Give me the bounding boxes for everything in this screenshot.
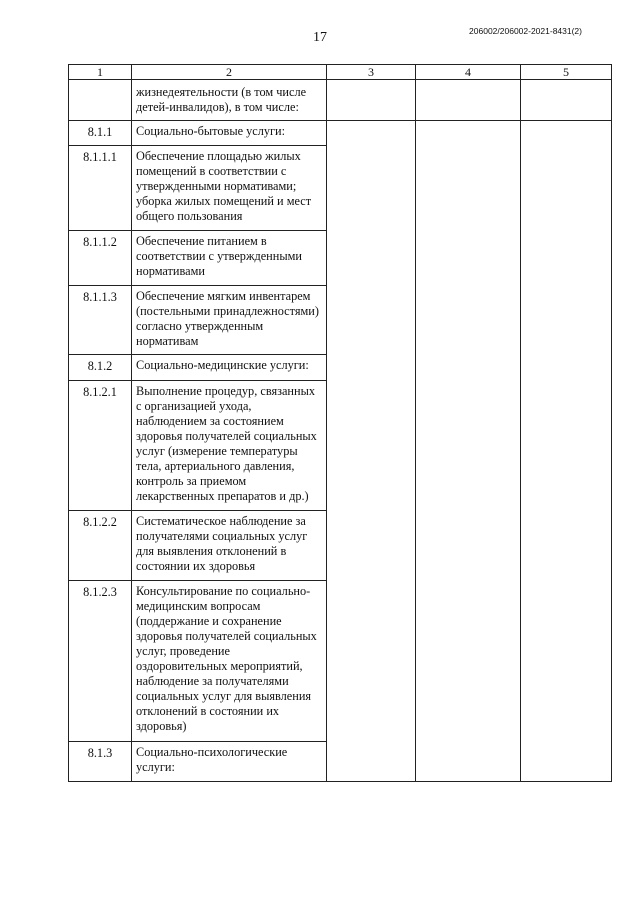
table-header-row xyxy=(69,65,612,80)
row-text: Выполнение процедур, связанных с организацией ухода, наблюдением за состоянием здоровья получателей социальных услуг (измерение температуры тела, артериального давления, контроль за приемом лекарственных препаратов и др.) xyxy=(132,381,327,511)
row-text: Социально-медицинские услуги: xyxy=(132,355,327,381)
row-text: Социально-бытовые услуги: xyxy=(132,121,327,146)
row-number: 8.1.2.3 xyxy=(69,581,132,742)
empty-cell xyxy=(327,121,416,782)
column-header: 5 xyxy=(521,65,612,80)
row-number: 8.1.1.2 xyxy=(69,231,132,286)
row-text: Обеспечение площадью жилых помещений в соответствии с утвержденными нормативами; уборка жилых помещений и мест общего пользования xyxy=(132,146,327,231)
row-number: 8.1.1.1 xyxy=(69,146,132,231)
table-row xyxy=(69,121,612,146)
row-text: Обеспечение питанием в соответствии с утвержденными нормативами xyxy=(132,231,327,286)
empty-cell xyxy=(521,121,612,782)
column-header: 1 xyxy=(69,65,132,80)
row-number xyxy=(69,80,132,121)
column-header: 3 xyxy=(327,65,416,80)
page-number: 17 xyxy=(313,30,327,45)
empty-cell xyxy=(416,80,521,121)
services-table xyxy=(68,64,612,782)
row-number: 8.1.1.3 xyxy=(69,286,132,355)
column-header: 2 xyxy=(132,65,327,80)
row-number: 8.1.1 xyxy=(69,121,132,146)
row-text: жизнедеятельности (в том числе детей-инвалидов), в том числе: xyxy=(132,80,327,121)
row-text: Обеспечение мягким инвентарем (постельными принадлежностями) согласно утвержденным нормативам xyxy=(132,286,327,355)
row-text: Социально-психологические услуги: xyxy=(132,742,327,782)
empty-cell xyxy=(416,121,521,782)
document-code: 206002/206002-2021-8431(2) xyxy=(469,26,582,36)
row-number: 8.1.3 xyxy=(69,742,132,782)
column-header: 4 xyxy=(416,65,521,80)
row-number: 8.1.2.2 xyxy=(69,511,132,581)
row-text: Систематическое наблюдение за получателями социальных услуг для выявления отклонений в состоянии их здоровья xyxy=(132,511,327,581)
empty-cell xyxy=(521,80,612,121)
table-row xyxy=(69,80,612,121)
empty-cell xyxy=(327,80,416,121)
row-number: 8.1.2 xyxy=(69,355,132,381)
row-number: 8.1.2.1 xyxy=(69,381,132,511)
row-text: Консультирование по социально-медицинским вопросам (поддержание и сохранение здоровья получателей социальных услуг, проведение оздоровительных мероприятий, наблюдение за получателями социальных услуг для выявления отклонений в состоянии их здоровья) xyxy=(132,581,327,742)
